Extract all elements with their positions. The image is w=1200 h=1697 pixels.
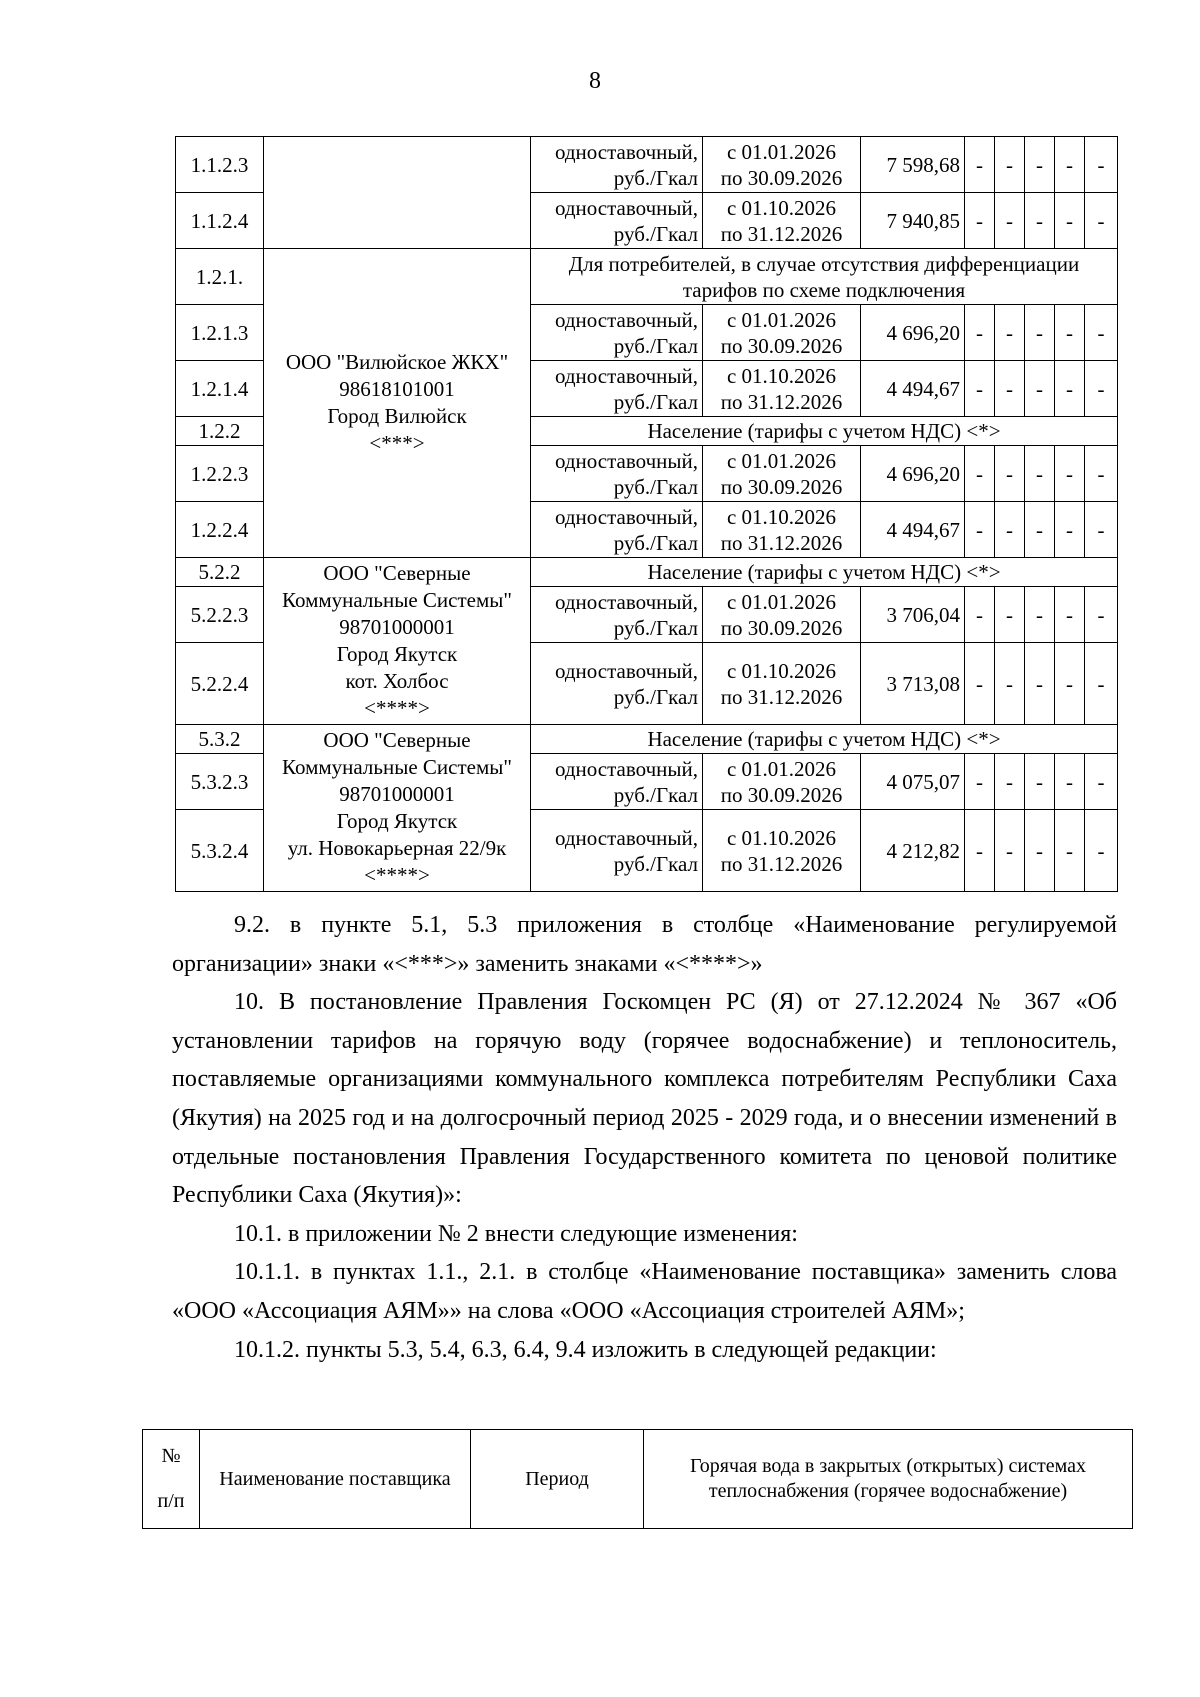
tariff-value: 4 696,20 (861, 305, 965, 361)
period (703, 137, 861, 193)
dash-cell: - (1055, 502, 1085, 558)
row-number: 1.2.1. (176, 249, 264, 305)
paragraph: 9.2. в пункте 5.1, 5.3 приложения в столбце «Наименование регулируемой организации» знаки «<***>» заменить знаками «<****>» (172, 912, 1117, 977)
tariff-table (175, 136, 1118, 892)
tariff-value: 4 212,82 (861, 810, 965, 892)
dash-cell: - (995, 305, 1025, 361)
section-heading: Население (тарифы с учетом НДС) <*> (531, 558, 1118, 587)
tariff-type: одноставочный, руб./Гкал (531, 361, 703, 417)
period-end: по 30.09.2026 (720, 333, 843, 358)
tariff-type: одноставочный, руб./Гкал (531, 502, 703, 558)
dash-cell: - (1055, 643, 1085, 725)
period-start: с 01.01.2026 (726, 139, 837, 164)
row-number: 5.2.2.3 (176, 587, 264, 643)
period (703, 643, 861, 725)
header-number-symbol: № (161, 1445, 181, 1467)
header-number-sub: п/п (157, 1490, 185, 1512)
dash-cell: - (1085, 193, 1118, 249)
period (703, 193, 861, 249)
dash-cell: - (1055, 361, 1085, 417)
org-line: Город Якутск (336, 809, 458, 833)
tariff-value: 4 494,67 (861, 502, 965, 558)
dash-cell: - (1025, 446, 1055, 502)
dash-cell: - (965, 361, 995, 417)
org-line: ООО "Северные (323, 728, 471, 752)
dash-cell: - (1085, 587, 1118, 643)
period-end: по 31.12.2026 (720, 530, 843, 555)
dash-cell: - (1055, 810, 1085, 892)
table-row (176, 725, 1118, 754)
hot-water-table-header (142, 1429, 1133, 1529)
period (703, 810, 861, 892)
org-line: 98618101001 (339, 377, 455, 401)
section-heading: Для потребителей, в случае отсутствия дифференциации тарифов по схеме подключения (531, 249, 1118, 305)
tariff-value: 4 494,67 (861, 361, 965, 417)
tariff-type: одноставочный, руб./Гкал (531, 643, 703, 725)
row-number: 1.2.2.3 (176, 446, 264, 502)
tariff-type: одноставочный, руб./Гкал (531, 305, 703, 361)
period-end: по 30.09.2026 (720, 615, 843, 640)
row-number: 1.1.2.3 (176, 137, 264, 193)
org-cell-empty (264, 137, 531, 249)
dash-cell: - (965, 810, 995, 892)
tariff-value: 7 940,85 (861, 193, 965, 249)
row-number: 5.2.2 (176, 558, 264, 587)
dash-cell: - (1025, 754, 1055, 810)
dash-cell: - (995, 193, 1025, 249)
row-number: 5.3.2.4 (176, 810, 264, 892)
period (703, 361, 861, 417)
org-cell (264, 725, 531, 892)
dash-cell: - (1085, 361, 1118, 417)
tariff-type: одноставочный, руб./Гкал (531, 446, 703, 502)
dash-cell: - (965, 754, 995, 810)
tariff-value: 3 706,04 (861, 587, 965, 643)
row-number: 1.2.2.4 (176, 502, 264, 558)
row-number: 5.3.2.3 (176, 754, 264, 810)
tariff-type: одноставочный, руб./Гкал (531, 810, 703, 892)
period-end: по 30.09.2026 (720, 165, 843, 190)
dash-cell: - (995, 810, 1025, 892)
org-cell (264, 558, 531, 725)
org-line: <****> (364, 696, 430, 720)
dash-cell: - (1055, 305, 1085, 361)
section-heading: Население (тарифы с учетом НДС) <*> (531, 725, 1118, 754)
table-row (176, 249, 1118, 305)
tariff-type: одноставочный, руб./Гкал (531, 193, 703, 249)
dash-cell: - (1085, 446, 1118, 502)
period (703, 502, 861, 558)
dash-cell: - (1025, 643, 1055, 725)
row-number: 1.1.2.4 (176, 193, 264, 249)
dash-cell: - (1025, 587, 1055, 643)
dash-cell: - (995, 587, 1025, 643)
tariff-value: 3 713,08 (861, 643, 965, 725)
dash-cell: - (1085, 502, 1118, 558)
dash-cell: - (1055, 446, 1085, 502)
dash-cell: - (965, 137, 995, 193)
period-end: по 31.12.2026 (720, 851, 843, 876)
header-hot-water: Горячая вода в закрытых (открытых) системах теплоснабжения (горячее водоснабжение) (644, 1430, 1133, 1529)
table-row (176, 137, 1118, 193)
paragraph: 10. В постановление Правления Госкомцен РС (Я) от 27.12.2024 № 367 «Об установлении тарифов на горячую воду (горячее водоснабжение) и теплоноситель, поставляемые организациями коммунального комплекса потребителям Республики Саха (Якутия) на 2025 год и на долгосрочный период 2025 - 2029 года, и о внесении изменений в отдельные постановления Правления Государственного комитета по ценовой политике Республики Саха (Якутия)»: (172, 989, 1117, 1209)
table-row (176, 558, 1118, 587)
dash-cell: - (965, 305, 995, 361)
dash-cell: - (1055, 193, 1085, 249)
body-text (172, 906, 1117, 1369)
header-number (143, 1430, 200, 1529)
dash-cell: - (965, 446, 995, 502)
org-line: 98701000001 (339, 782, 455, 806)
org-line: ООО "Северные (323, 561, 471, 585)
dash-cell: - (1025, 810, 1055, 892)
org-line: 98701000001 (339, 615, 455, 639)
org-line: ООО "Вилюйское ЖКХ" (285, 350, 509, 374)
period-end: по 31.12.2026 (720, 684, 843, 709)
page-number: 8 (589, 68, 601, 94)
period (703, 754, 861, 810)
row-number: 1.2.1.4 (176, 361, 264, 417)
period (703, 446, 861, 502)
dash-cell: - (1055, 754, 1085, 810)
dash-cell: - (995, 502, 1025, 558)
header-period: Период (471, 1430, 644, 1529)
row-number: 1.2.1.3 (176, 305, 264, 361)
tariff-type: одноставочный, руб./Гкал (531, 754, 703, 810)
row-number: 5.2.2.4 (176, 643, 264, 725)
org-line: Коммунальные Системы" (282, 588, 512, 612)
period-start: с 01.10.2026 (726, 504, 837, 529)
tariff-type: одноставочный, руб./Гкал (531, 137, 703, 193)
period (703, 305, 861, 361)
row-number: 1.2.2 (176, 417, 264, 446)
period-end: по 30.09.2026 (720, 474, 843, 499)
dash-cell: - (1085, 754, 1118, 810)
dash-cell: - (965, 502, 995, 558)
org-line: <***> (369, 431, 425, 455)
section-heading: Население (тарифы с учетом НДС) <*> (531, 417, 1118, 446)
org-line: Город Якутск (336, 642, 458, 666)
dash-cell: - (1025, 193, 1055, 249)
dash-cell: - (1085, 810, 1118, 892)
period-end: по 31.12.2026 (720, 389, 843, 414)
period-start: с 01.10.2026 (726, 195, 837, 220)
table-header-row (143, 1430, 1133, 1529)
dash-cell: - (1085, 643, 1118, 725)
dash-cell: - (1025, 361, 1055, 417)
dash-cell: - (965, 193, 995, 249)
dash-cell: - (965, 587, 995, 643)
tariff-value: 4 696,20 (861, 446, 965, 502)
paragraph: 10.1.1. в пунктах 1.1., 2.1. в столбце «Наименование поставщика» заменить слова «ООО «Ассоциация АЯМ»» на слова «ООО «Ассоциация строителей АЯМ»; (172, 1259, 1117, 1324)
tariff-value: 7 598,68 (861, 137, 965, 193)
dash-cell: - (995, 643, 1025, 725)
row-number: 5.3.2 (176, 725, 264, 754)
org-cell (264, 249, 531, 558)
paragraph: 10.1.2. пункты 5.3, 5.4, 6.3, 6.4, 9.4 изложить в следующей редакции: (234, 1336, 937, 1363)
period-start: с 01.10.2026 (726, 658, 837, 683)
period-start: с 01.10.2026 (726, 825, 837, 850)
org-line: <****> (364, 863, 430, 887)
period-start: с 01.01.2026 (726, 756, 837, 781)
period-start: с 01.01.2026 (726, 307, 837, 332)
dash-cell: - (995, 754, 1025, 810)
dash-cell: - (995, 361, 1025, 417)
dash-cell: - (1085, 137, 1118, 193)
dash-cell: - (1025, 305, 1055, 361)
dash-cell: - (1055, 587, 1085, 643)
tariff-value: 4 075,07 (861, 754, 965, 810)
dash-cell: - (1025, 137, 1055, 193)
paragraph: 10.1. в приложении № 2 внести следующие изменения: (234, 1220, 798, 1247)
dash-cell: - (965, 643, 995, 725)
period-start: с 01.01.2026 (726, 448, 837, 473)
header-supplier: Наименование поставщика (200, 1430, 471, 1529)
period-start: с 01.01.2026 (726, 589, 837, 614)
dash-cell: - (1025, 502, 1055, 558)
period-end: по 30.09.2026 (720, 782, 843, 807)
dash-cell: - (995, 137, 1025, 193)
org-line: ул. Новокарьерная 22/9к (287, 836, 507, 860)
period-start: с 01.10.2026 (726, 363, 837, 388)
period (703, 587, 861, 643)
org-line: кот. Холбос (345, 669, 449, 693)
dash-cell: - (1085, 305, 1118, 361)
dash-cell: - (1055, 137, 1085, 193)
dash-cell: - (995, 446, 1025, 502)
org-line: Город Вилюйск (327, 404, 467, 428)
tariff-type: одноставочный, руб./Гкал (531, 587, 703, 643)
org-line: Коммунальные Системы" (282, 755, 512, 779)
period-end: по 31.12.2026 (720, 221, 843, 246)
